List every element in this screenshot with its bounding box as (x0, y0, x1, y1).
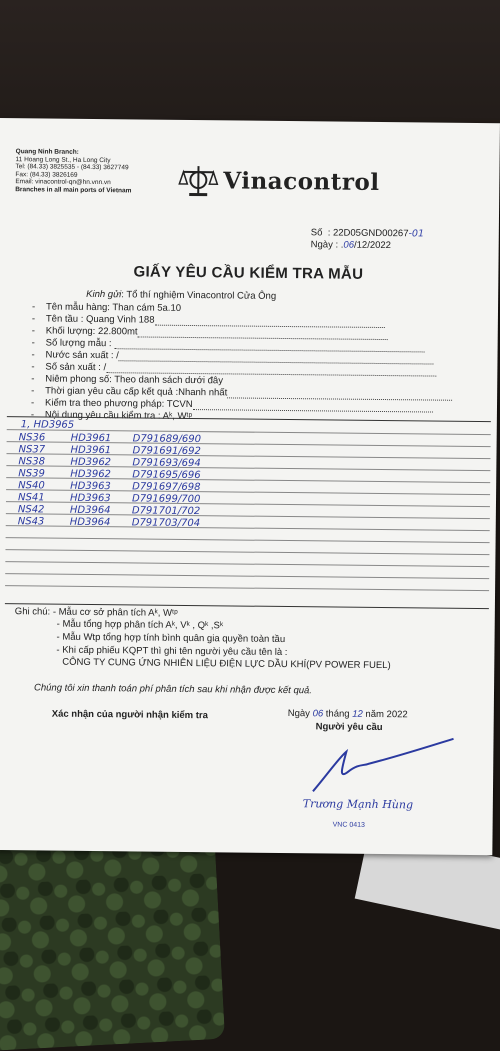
document-page (0, 118, 500, 855)
branch-address: 11 Hoang Long St., Ha Long City (16, 156, 132, 165)
table-row: NS36 HD3961 D791689/690 (19, 432, 201, 445)
field-time: - Thời gian yêu cầu cấp kết quả :Nhanh nhất (31, 385, 452, 400)
table-row: NS42 HD3964 D791701/702 (18, 504, 200, 517)
branch-tel: Tel: (84.33) 3825535 - (84.33) 3627749 (15, 163, 131, 172)
background-top (0, 0, 500, 130)
ngay-rest: /12/2022 (354, 240, 391, 251)
payment-note: Chúng tôi xin thanh toán phí phân tích sau khi nhận được kết quả. (34, 682, 312, 696)
table-row: NS40 HD3963 D791697/698 (18, 480, 200, 493)
note-line-2: - Mẫu tổng hợp phân tích Aᵏ, Vᵏ , Qᵏ ,Sᵏ (57, 619, 224, 632)
sign-day: 06 (313, 708, 324, 719)
field-sample-count: - Số lượng mẫu : (32, 337, 425, 352)
receiver-confirmation: Xác nhận của người nhận kiểm tra (52, 709, 208, 722)
note-line-4: - Khi cấp phiếu KQPT thì ghi tên người yêu cầu tên là : (56, 645, 287, 658)
ngay-day: 06 (343, 240, 354, 251)
kinh-gui-value: : Tổ thí nghiệm Vinacontrol Cửa Ông (121, 289, 276, 302)
signer-name: Trương Mạnh Hùng (303, 797, 413, 811)
table-row: NS43 HD3964 D791703/704 (18, 516, 200, 529)
kinh-gui-label: Kinh gửi (86, 289, 121, 300)
scales-icon (177, 162, 219, 198)
signature (308, 733, 459, 805)
sample-table (5, 416, 491, 609)
table-row: NS38 HD3962 D791693/694 (18, 456, 200, 469)
requester-label: Người yêu cầu (316, 721, 383, 733)
table-row: NS39 HD3962 D791695/696 (18, 468, 200, 481)
field-sample-name: - Tên mẫu hàng: Than cám 5a.10 (32, 301, 181, 314)
field-quantity: - Khối lượng: 22.800mt (32, 325, 388, 340)
so-handwritten: -01 (408, 228, 424, 239)
branch-fax: Fax: (84.33) 3826169 (15, 171, 131, 180)
sign-date: Ngày 06 tháng 12 năm 2022 (288, 708, 408, 720)
branch-ports: Branches in all main ports of Vietnam (15, 186, 131, 195)
table-row: NS37 HD3961 D791691/692 (18, 444, 200, 457)
document-number (311, 227, 424, 239)
table-row: NS41 HD3963 D791699/700 (18, 492, 200, 505)
sign-month: 12 (352, 709, 363, 720)
field-seal: - Niêm phong số: Theo danh sách dưới đây (31, 373, 223, 386)
field-content: - Nội dung yêu cầu kiểm tra : Aᵏ, Wᵗᵖ (31, 409, 192, 422)
branch-email: Email: vinacontrol-qn@hn.vnn.vn (15, 178, 131, 187)
field-method: - Kiểm tra theo phương pháp: TCVN (31, 397, 433, 412)
recipient-line (86, 289, 276, 302)
so-label: Số (311, 227, 323, 238)
note-line-1: Ghi chú: - Mẫu cơ sở phân tích Aᵏ, Wᵗᵖ (15, 606, 178, 619)
page-title: GIẤY YÊU CẦU KIỂM TRA MẪU (0, 262, 498, 284)
table-row: 1, HD3965 (21, 419, 75, 431)
note-line-3: - Mẫu Wtp tổng hợp tính bình quân gia quyền toàn tầu (57, 632, 286, 645)
so-printed: : 22D05GND00267 (328, 227, 409, 239)
branch-name: Quang Ninh Branch: (16, 148, 132, 157)
field-origin: - Nước sản xuất : / (31, 349, 433, 364)
signer-code: VNC 0413 (333, 822, 365, 829)
branch-info (15, 148, 132, 194)
document-date: Ngày : .06/12/2022 (311, 239, 391, 251)
desk-mat (0, 839, 225, 1051)
field-serial: - Số sản xuất : / (31, 361, 436, 376)
note-line-5: CÔNG TY CUNG ỨNG NHIÊN LIỆU ĐIỆN LỰC DẦU KHÍ(PV POWER FUEL) (62, 657, 390, 671)
ngay-label: Ngày : (311, 239, 339, 250)
field-vessel: - Tên tầu : Quang Vinh 188 (32, 313, 385, 328)
logo-text: Vinacontrol (223, 167, 379, 196)
vinacontrol-logo (177, 162, 380, 200)
